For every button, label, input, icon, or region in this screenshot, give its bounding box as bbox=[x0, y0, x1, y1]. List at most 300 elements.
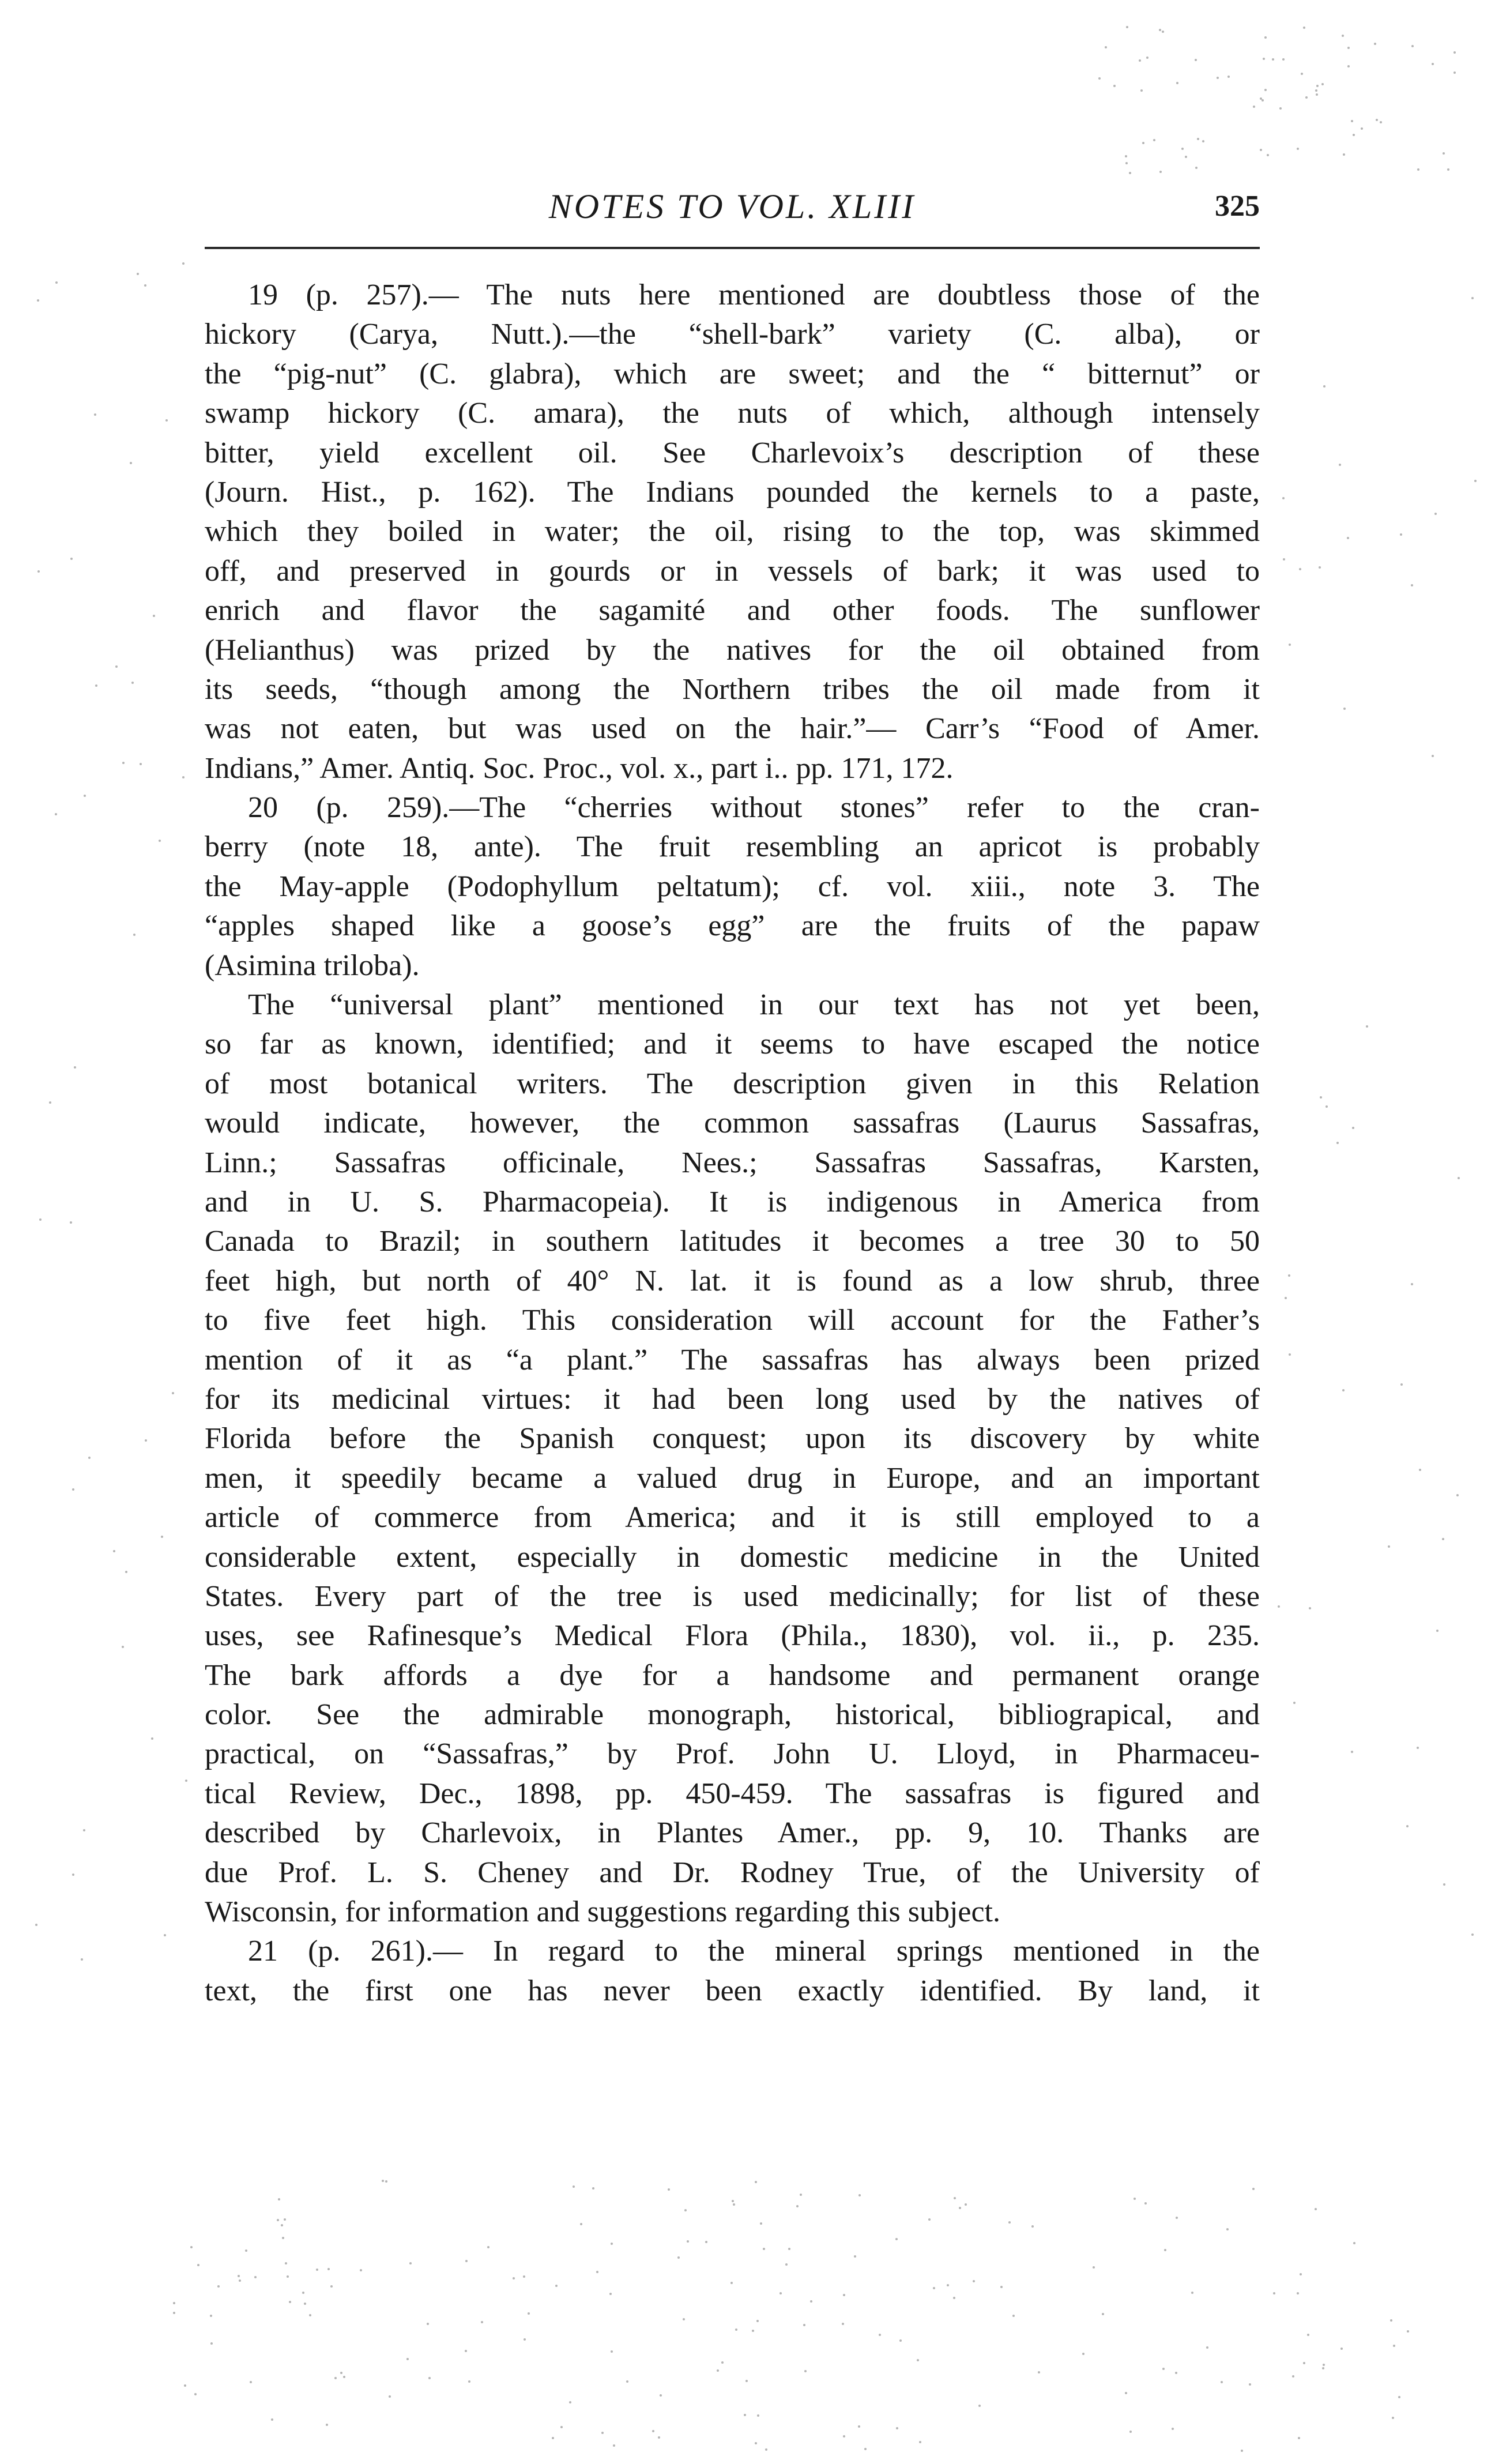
speckle bbox=[1202, 140, 1204, 142]
text-line: the May-apple (Podophyllum peltatum); cf. vol. xiii., note 3. The bbox=[205, 870, 1260, 903]
speckle bbox=[752, 2330, 754, 2332]
speckle bbox=[1309, 1607, 1311, 1609]
speckle bbox=[668, 2188, 670, 2191]
speckle bbox=[1129, 2431, 1132, 2433]
speckle bbox=[1249, 2383, 1251, 2386]
speckle bbox=[899, 2339, 902, 2342]
speckle bbox=[552, 2437, 554, 2439]
speckle bbox=[278, 2198, 280, 2200]
speckle bbox=[245, 2249, 247, 2252]
speckle bbox=[37, 299, 39, 302]
speckle bbox=[1366, 1025, 1368, 1028]
speckle bbox=[1260, 97, 1262, 100]
speckle bbox=[1264, 36, 1267, 39]
speckle bbox=[1343, 708, 1346, 710]
speckle bbox=[1411, 584, 1413, 586]
speckle bbox=[1289, 644, 1291, 646]
text-line: Wisconsin, for information and suggestions regarding this subject. bbox=[205, 1895, 1001, 1929]
speckle bbox=[785, 2263, 788, 2266]
speckle bbox=[190, 2246, 193, 2248]
speckle bbox=[330, 2285, 333, 2288]
speckle bbox=[1197, 138, 1199, 140]
speckle bbox=[327, 2268, 330, 2270]
speckle bbox=[1339, 464, 1341, 466]
speckle bbox=[1343, 153, 1345, 156]
speckle bbox=[843, 2435, 845, 2437]
text-line: States. Every part of the tree is used medicinally; for list of these bbox=[205, 1579, 1260, 1613]
speckle bbox=[316, 2269, 318, 2271]
speckle bbox=[210, 2315, 212, 2317]
speckle bbox=[1159, 29, 1161, 31]
speckle bbox=[1307, 2334, 1309, 2336]
speckle bbox=[1453, 51, 1456, 54]
text-line: feet high, but north of 40° N. lat. it is found as a low shrub, three bbox=[205, 1264, 1260, 1297]
speckle bbox=[1012, 2315, 1015, 2317]
text-line: which they boiled in water; the oil, rising to the top, was skimmed bbox=[205, 515, 1260, 548]
speckle bbox=[1008, 2221, 1011, 2224]
speckle bbox=[687, 2240, 689, 2243]
speckle bbox=[1093, 2266, 1095, 2269]
speckle bbox=[1221, 2381, 1223, 2383]
running-title: NOTES TO VOL. XLIII bbox=[548, 187, 916, 225]
speckle bbox=[1301, 73, 1303, 75]
speckle bbox=[560, 2426, 563, 2428]
speckle bbox=[735, 2328, 737, 2331]
text-line: color. See the admirable monograph, historical, bibliograpical, and bbox=[205, 1698, 1260, 1732]
speckle bbox=[94, 413, 96, 416]
speckle bbox=[1288, 1274, 1290, 1277]
speckle bbox=[1376, 119, 1378, 121]
speckle bbox=[1267, 154, 1269, 156]
speckle bbox=[49, 1101, 51, 1104]
speckle bbox=[55, 281, 58, 284]
speckle bbox=[1252, 2188, 1255, 2190]
speckle bbox=[1293, 1702, 1296, 1704]
speckle bbox=[683, 2318, 685, 2320]
speckle bbox=[1474, 480, 1477, 482]
speckle bbox=[705, 2241, 707, 2243]
speckle bbox=[1411, 1283, 1413, 1285]
speckle bbox=[947, 2284, 949, 2286]
speckle bbox=[340, 2372, 342, 2374]
speckle bbox=[72, 1488, 74, 1491]
speckle bbox=[580, 2223, 582, 2225]
speckle bbox=[88, 1457, 91, 1459]
speckle bbox=[1289, 1353, 1291, 1356]
speckle bbox=[1082, 2353, 1084, 2355]
speckle bbox=[133, 934, 135, 936]
speckle bbox=[895, 2238, 898, 2240]
speckle bbox=[1113, 85, 1116, 87]
speckle bbox=[115, 665, 118, 668]
text-line: “apples shaped like a goose’s egg” are the fruits of the papaw bbox=[205, 909, 1260, 943]
speckle bbox=[1436, 1630, 1438, 1632]
speckle bbox=[732, 2200, 734, 2202]
header-rule bbox=[205, 247, 1260, 249]
speckle bbox=[1264, 89, 1267, 91]
speckle bbox=[1297, 148, 1299, 150]
speckle bbox=[854, 2255, 856, 2258]
speckle bbox=[271, 2418, 273, 2421]
speckle bbox=[788, 2248, 790, 2250]
speckle bbox=[1282, 58, 1285, 61]
speckle bbox=[1134, 2198, 1136, 2200]
speckle bbox=[55, 813, 57, 815]
speckle bbox=[1342, 35, 1344, 37]
text-line: to five feet high. This consideration will account for the Father’s bbox=[205, 1304, 1260, 1337]
speckle bbox=[1139, 59, 1141, 62]
speckle bbox=[1164, 2249, 1166, 2251]
speckle bbox=[1316, 93, 1318, 96]
speckle bbox=[197, 2264, 199, 2266]
speckle bbox=[1298, 2437, 1300, 2439]
speckle bbox=[113, 1550, 115, 1552]
speckle bbox=[917, 2359, 919, 2361]
text-line: of most botanical writers. The description given in this Relation bbox=[205, 1067, 1260, 1100]
text-line: enrich and flavor the sagamité and other foods. The sunflower bbox=[205, 594, 1260, 627]
speckle bbox=[1297, 2292, 1299, 2294]
speckle bbox=[194, 2393, 197, 2395]
speckle bbox=[281, 2224, 283, 2226]
speckle bbox=[978, 2405, 981, 2407]
speckle bbox=[481, 2321, 483, 2323]
speckle bbox=[796, 2205, 799, 2207]
speckle bbox=[1325, 1105, 1328, 1108]
speckle bbox=[1031, 2225, 1034, 2228]
speckle bbox=[137, 273, 139, 275]
speckle bbox=[153, 615, 155, 617]
text-line: (Helianthus) was prized by the natives for the oil obtained from bbox=[205, 633, 1260, 667]
speckle bbox=[1380, 121, 1382, 123]
speckle bbox=[965, 2203, 967, 2206]
speckle bbox=[1217, 77, 1219, 79]
speckle bbox=[1361, 127, 1363, 130]
speckle bbox=[611, 2243, 613, 2245]
speckle bbox=[1315, 89, 1317, 92]
speckle bbox=[555, 2285, 558, 2287]
speckle bbox=[810, 2300, 812, 2303]
text-line: practical, on “Sassafras,” by Prof. John U. Lloyd, in Pharmaceu- bbox=[205, 1737, 1260, 1771]
speckle bbox=[1098, 77, 1101, 80]
speckle bbox=[465, 2350, 467, 2352]
speckle bbox=[1417, 1747, 1419, 1749]
speckle bbox=[858, 2425, 860, 2428]
text-line: article of commerce from America; and it is still employed to a bbox=[205, 1501, 1260, 1534]
speckle bbox=[409, 2262, 412, 2264]
speckle bbox=[334, 2377, 337, 2379]
running-head bbox=[205, 183, 1260, 230]
speckle bbox=[842, 2323, 844, 2325]
speckle bbox=[1263, 58, 1265, 60]
speckle bbox=[1374, 43, 1376, 45]
speckle bbox=[1125, 2392, 1127, 2394]
speckle bbox=[1407, 2330, 1409, 2333]
speckle bbox=[1142, 142, 1144, 144]
speckle bbox=[122, 1646, 124, 1648]
speckle bbox=[1303, 2362, 1305, 2364]
speckle bbox=[1272, 58, 1274, 61]
speckle bbox=[1392, 2417, 1394, 2419]
speckle bbox=[385, 2180, 387, 2183]
speckle bbox=[1400, 533, 1402, 536]
speckle bbox=[465, 2260, 468, 2262]
speckle bbox=[733, 2203, 735, 2206]
speckle bbox=[74, 1066, 76, 1069]
text-line: would indicate, however, the common sassafras (Laurus Sassafras, bbox=[205, 1107, 1260, 1140]
speckle bbox=[779, 2292, 782, 2294]
speckle bbox=[1398, 2396, 1400, 2398]
speckle bbox=[1471, 1933, 1474, 1936]
speckle bbox=[1195, 167, 1197, 169]
speckle bbox=[592, 2187, 594, 2190]
speckle bbox=[803, 2324, 805, 2326]
speckle bbox=[1162, 2368, 1165, 2370]
speckle bbox=[487, 2246, 489, 2248]
speckle bbox=[428, 2377, 431, 2379]
speckle bbox=[1323, 385, 1325, 388]
speckle bbox=[254, 2276, 257, 2278]
text-line: Florida before the Spanish conquest; upon its discovery by white bbox=[205, 1422, 1260, 1455]
text-line: and in U. S. Pharmacopeia). It is indigenous in America from bbox=[205, 1185, 1260, 1218]
speckle bbox=[1471, 297, 1474, 299]
text-line: 20 (p. 259).—The “cherries without stones” refer to the cran- bbox=[248, 791, 1260, 825]
text-line: 19 (p. 257).— The nuts here mentioned are doubtless those of the bbox=[248, 279, 1260, 311]
speckle bbox=[1102, 2313, 1104, 2315]
speckle bbox=[1347, 65, 1350, 67]
speckle bbox=[959, 2207, 961, 2209]
speckle bbox=[1285, 1297, 1287, 1299]
speckle bbox=[652, 2430, 654, 2432]
speckle bbox=[1336, 1142, 1339, 1144]
speckle bbox=[596, 2271, 598, 2273]
speckle bbox=[277, 2219, 279, 2221]
speckle bbox=[1162, 31, 1164, 33]
text-line: Indians,” Amer. Antiq. Soc. Proc., vol. x., part i.. pp. 171, 172. bbox=[205, 751, 954, 785]
speckle bbox=[287, 2275, 289, 2278]
speckle bbox=[1316, 85, 1319, 87]
speckle bbox=[1347, 47, 1350, 49]
speckle bbox=[1388, 1545, 1390, 1548]
text-line: text, the first one has never been exactly identified. By land, it bbox=[205, 1974, 1260, 2007]
speckle bbox=[1278, 1605, 1280, 1608]
speckle bbox=[1181, 148, 1184, 150]
speckle bbox=[954, 2197, 956, 2199]
text-line: (Asimina triloba). bbox=[205, 949, 420, 982]
speckle bbox=[343, 2376, 345, 2378]
speckle bbox=[1400, 1383, 1403, 1386]
speckle bbox=[285, 2262, 287, 2264]
speckle bbox=[677, 2256, 680, 2259]
speckle bbox=[125, 1571, 127, 1573]
speckle bbox=[1000, 2286, 1003, 2288]
speckle bbox=[1282, 497, 1285, 499]
speckle bbox=[172, 1392, 174, 1394]
speckle bbox=[1175, 2372, 1177, 2374]
speckle bbox=[573, 2185, 575, 2188]
speckle bbox=[84, 795, 86, 797]
speckle bbox=[1351, 1751, 1353, 1753]
speckle bbox=[1353, 2242, 1355, 2244]
speckle bbox=[896, 2427, 898, 2429]
speckle bbox=[1347, 537, 1349, 539]
speckle bbox=[1342, 1389, 1345, 1391]
speckle bbox=[1292, 2375, 1294, 2378]
speckle bbox=[1321, 83, 1324, 85]
speckle bbox=[406, 2358, 409, 2360]
speckle bbox=[382, 2180, 384, 2182]
speckle bbox=[1191, 2292, 1193, 2294]
speckle bbox=[1146, 57, 1148, 59]
notes-text bbox=[205, 276, 1260, 2011]
page-number: 325 bbox=[1215, 190, 1260, 223]
speckle bbox=[755, 2181, 757, 2183]
speckle bbox=[1195, 59, 1197, 61]
speckle bbox=[1393, 2345, 1395, 2347]
speckle bbox=[1442, 1538, 1444, 1540]
speckle bbox=[601, 2432, 604, 2434]
speckle bbox=[309, 2314, 311, 2316]
speckle bbox=[611, 2350, 613, 2353]
speckle bbox=[744, 2414, 746, 2416]
speckle bbox=[721, 2361, 724, 2364]
speckle bbox=[684, 2209, 687, 2211]
text-line: uses, see Rafinesque’s Medical Flora (Phila., 1830), vol. ii., p. 235. bbox=[205, 1619, 1260, 1653]
speckle bbox=[1419, 1469, 1421, 1471]
speckle bbox=[1253, 106, 1255, 108]
speckle bbox=[513, 2277, 515, 2279]
speckle bbox=[1129, 172, 1131, 174]
text-line: 21 (p. 261).— In regard to the mineral springs mentioned in the bbox=[248, 1935, 1260, 1968]
speckle bbox=[161, 1536, 163, 1538]
speckle bbox=[1443, 152, 1445, 155]
text-line: Canada to Brazil; in southern latitudes it becomes a tree 30 to 50 bbox=[205, 1225, 1260, 1258]
speckle bbox=[304, 2303, 306, 2305]
speckle bbox=[1261, 99, 1264, 101]
speckle bbox=[122, 762, 125, 764]
speckle bbox=[760, 2222, 762, 2225]
speckle bbox=[730, 2282, 733, 2284]
text-line: considerable extent, especially in domestic medicine in the United bbox=[205, 1540, 1260, 1574]
speckle bbox=[1456, 1494, 1459, 1496]
text-line: off, and preserved in gourds or in vessels of bark; it was used to bbox=[205, 554, 1260, 588]
speckle bbox=[302, 2292, 304, 2294]
speckle bbox=[72, 1874, 74, 1876]
speckle bbox=[1351, 120, 1353, 122]
speckle bbox=[1226, 2228, 1229, 2230]
text-line: berry (note 18, ante). The fruit resembling an apricot is probably bbox=[205, 830, 1260, 864]
speckle bbox=[1185, 156, 1187, 158]
speckle bbox=[804, 2370, 807, 2372]
speckle bbox=[569, 2401, 571, 2403]
speckle bbox=[1283, 558, 1285, 560]
speckle bbox=[919, 2441, 921, 2443]
speckle bbox=[389, 2395, 391, 2398]
speckle bbox=[1227, 76, 1230, 78]
speckle bbox=[140, 763, 142, 765]
text-line: described by Charlevoix, in Plantes Amer., pp. 9, 10. Thanks are bbox=[205, 1816, 1260, 1850]
speckle bbox=[1305, 96, 1308, 99]
speckle bbox=[184, 2384, 186, 2387]
speckle bbox=[1279, 107, 1282, 110]
text-line: tical Review, Dec., 1898, pp. 450-459. The sassafras is figured and bbox=[205, 1777, 1260, 1810]
speckle bbox=[360, 2269, 362, 2271]
speckle bbox=[1352, 1127, 1354, 1129]
speckle bbox=[1340, 2348, 1343, 2350]
speckle bbox=[1417, 168, 1419, 171]
speckle bbox=[37, 570, 40, 573]
speckle bbox=[238, 2275, 240, 2277]
speckle bbox=[1273, 2292, 1275, 2294]
speckle bbox=[35, 1924, 37, 1926]
text-line: The bark affords a dye for a handsome and permanent orange bbox=[205, 1658, 1260, 1692]
text-line: its seeds, “though among the Northern tribes the oil made from it bbox=[205, 672, 1260, 706]
speckle bbox=[289, 2301, 291, 2303]
speckle bbox=[427, 2323, 429, 2325]
speckle bbox=[658, 2436, 660, 2439]
speckle bbox=[182, 262, 184, 265]
speckle bbox=[1447, 168, 1449, 171]
speckle bbox=[217, 2285, 220, 2288]
speckle bbox=[1443, 1883, 1445, 1886]
speckle bbox=[173, 2302, 175, 2304]
text-line: mention of it as “a plant.” The sassafras has always been prized bbox=[205, 1343, 1260, 1376]
speckle bbox=[173, 2312, 175, 2314]
speckle bbox=[1176, 2217, 1178, 2219]
speckle bbox=[1172, 2428, 1174, 2430]
speckle bbox=[1458, 1177, 1460, 1179]
speckle bbox=[626, 2380, 628, 2383]
speckle bbox=[1125, 162, 1128, 164]
text-line: men, it speedily became a valued drug in Europe, and an important bbox=[205, 1461, 1260, 1495]
speckle bbox=[1144, 2202, 1147, 2205]
speckle bbox=[130, 462, 132, 464]
speckle bbox=[1125, 155, 1127, 157]
text-line: Linn.; Sassafras officinale, Nees.; Sassafras Sassafras, Karsten, bbox=[205, 1146, 1260, 1179]
speckle bbox=[83, 1829, 85, 1831]
speckle bbox=[1206, 2346, 1208, 2349]
speckle bbox=[928, 2218, 931, 2221]
text-line: (Journ. Hist., p. 162). The Indians pounded the kernels to a paste, bbox=[205, 475, 1260, 509]
speckle bbox=[1432, 755, 1434, 757]
speckle bbox=[879, 2334, 881, 2336]
speckle bbox=[1241, 2450, 1243, 2452]
text-line: the “pig-nut” (C. glabra), which are sweet; and the “ bitternut” or bbox=[205, 357, 1260, 390]
speckle bbox=[468, 2380, 470, 2383]
speckle bbox=[1319, 566, 1321, 569]
speckle bbox=[1406, 1825, 1409, 1827]
speckle bbox=[81, 1958, 83, 1961]
speckle bbox=[1105, 46, 1107, 48]
speckle bbox=[39, 1218, 42, 1221]
speckle bbox=[523, 2275, 525, 2278]
speckle bbox=[284, 2218, 286, 2221]
speckle bbox=[185, 1780, 187, 1782]
speckle bbox=[1411, 45, 1414, 47]
speckle bbox=[151, 1737, 153, 1740]
speckle bbox=[756, 2320, 759, 2322]
speckle bbox=[1353, 134, 1355, 136]
speckle bbox=[528, 2312, 530, 2315]
speckle bbox=[765, 2448, 767, 2451]
speckle bbox=[757, 2414, 759, 2417]
speckle bbox=[933, 2287, 935, 2289]
speckle bbox=[1159, 171, 1162, 173]
speckle bbox=[524, 2338, 526, 2341]
speckle bbox=[1322, 2367, 1324, 2369]
speckle bbox=[326, 2424, 328, 2426]
text-line: so far as known, identified; and it seems to have escaped the notice bbox=[205, 1028, 1260, 1061]
speckle bbox=[609, 2293, 612, 2295]
